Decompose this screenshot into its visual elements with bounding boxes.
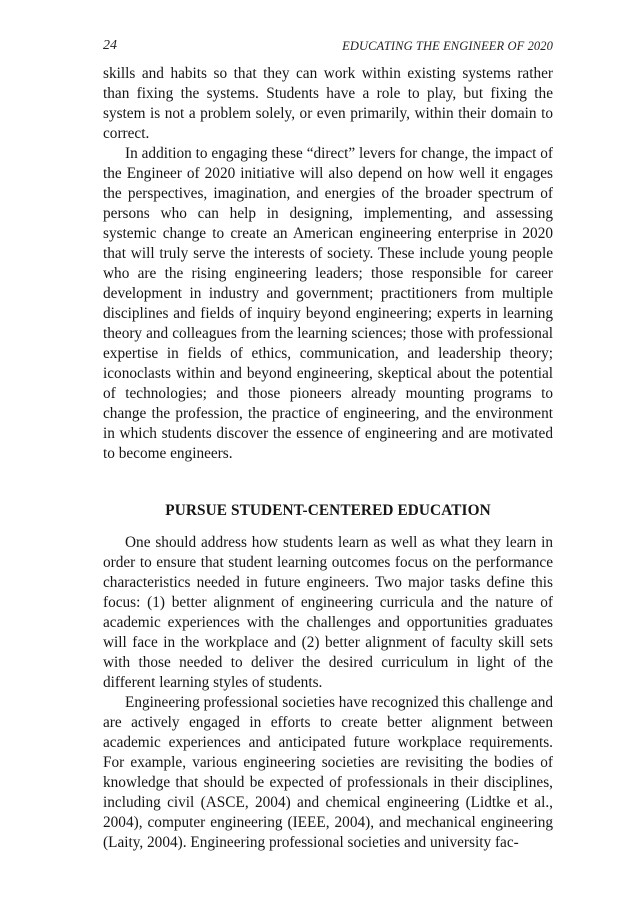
running-header [103, 38, 553, 56]
paragraph-student-learning: One should address how students learn as well as what they learn in order to ensure that student learning outcomes focus on the performance characteristics needed in future engineers. Two major tasks define this focus: (1) better alignment of engineering curricula and the nature of academic experiences with the challenges and opportunities graduates will face in the workplace and (2) better alignment of faculty skill sets with those needed to deliver the desired curriculum in light of the different learning styles of students. [103, 534, 553, 691]
body-text [103, 64, 553, 853]
page-number: 24 [103, 38, 117, 53]
paragraph-direct-levers: In addition to engaging these “direct” levers for change, the impact of the Engineer of 2020 initiative will also depend on how well it engages the perspectives, imagination, and energies of the broader spectrum of persons who can help in designing, implementing, and assessing systemic change to create an American engineering enterprise in 2020 that will truly serve the interests of society. These include young people who are the rising engineering leaders; those responsible for career development in industry and government; practitioners from multiple disciplines and fields of inquiry beyond engineering; experts in learning theory and colleagues from the learning sciences; those with professional expertise in fields of ethics, communication, and leadership theory; iconoclasts within and beyond engineering, skeptical about the potential of technologies; and those pioneers already mounting programs to change the profession, the practice of engineering, and the environment in which students discover the essence of engineering and are motivated to become engineers. [103, 145, 553, 462]
paragraph-professional-societies: Engineering professional societies have recognized this challenge and are actively engaged in efforts to create better alignment between academic experiences and anticipated future workplace requirements. For example, various engineering societies are revisiting the bodies of knowledge that should be expected of professionals in their disciplines, including civil (ASCE, 2004) and chemical engineering (Lidtke et al., 2004), computer engineering (IEEE, 2004), and mechanical engineering (Laity, 2004). Engineering professional societies and university fac- [103, 694, 553, 851]
book-page [103, 0, 553, 900]
running-title: EDUCATING THE ENGINEER OF 2020 [342, 39, 553, 53]
paragraph-continuation: skills and habits so that they can work within existing systems rather than fixing the systems. Students have a role to play, but fixing the system is not a problem solely, or even primarily, within their domain to correct. [103, 65, 553, 142]
section-heading: PURSUE STUDENT-CENTERED EDUCATION [165, 502, 491, 519]
